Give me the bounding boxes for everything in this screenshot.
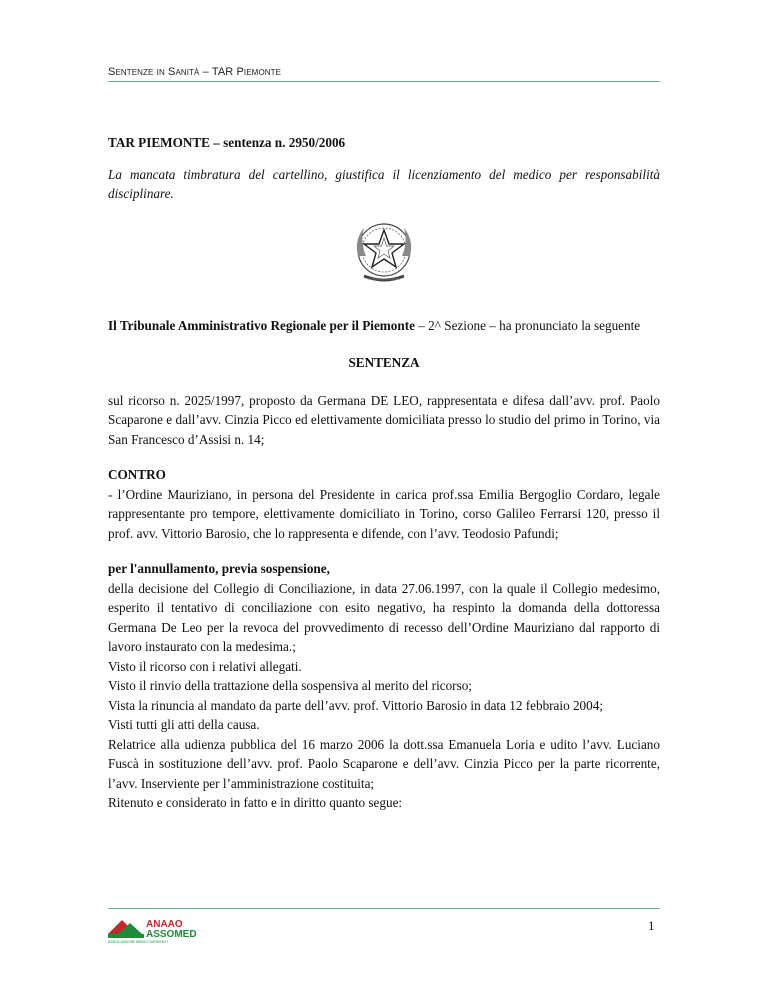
- document-body: [108, 133, 660, 813]
- contro-heading: CONTRO: [108, 467, 166, 482]
- annullamento-line: Visti tutti gli atti della causa.: [108, 717, 260, 732]
- annullamento-section: [108, 559, 660, 813]
- sentenza-heading: SENTENZA: [348, 355, 420, 370]
- annullamento-heading: per l'annullamento, previa sospensione,: [108, 561, 330, 576]
- annullamento-line: Ritenuto e considerato in fatto e in diritto quanto segue:: [108, 795, 403, 810]
- svg-text:ANAAO: ANAAO: [146, 919, 183, 930]
- svg-text:ASSOCIAZIONE MEDICI DIRIGENTI: ASSOCIAZIONE MEDICI DIRIGENTI: [108, 940, 168, 944]
- annullamento-line: Visto il rinvio della trattazione della sospensiva al merito del ricorso;: [108, 678, 472, 693]
- annullamento-line: Relatrice alla udienza pubblica del 16 marzo 2006 la dott.ssa Emanuela Loria e udito l’avv. Luciano Fuscà in sostituzione dell’avv. prof. Paolo Scaparone e dell’avv. Cinzia Picco per la parte ricorrente, l’avv. Inserviente per l’amministrazione costituita;: [108, 736, 660, 791]
- annullamento-line: della decisione del Collegio di Conciliazione, in data 27.06.1997, con la quale il Collegio medesimo, esperito il tentativo di conciliazione con esito negativo, ha respinto la domanda della dottoressa Germana De Leo per la revoca del provvedimento di recesso dell’Ordine Mauriziano dal rapporto di lavoro instaurato con la medesima.;: [108, 580, 660, 654]
- court-statement: Il Tribunale Amministrativo Regionale per il Piemonte – 2^ Sezione – ha pronunciato la seguente: [108, 317, 641, 333]
- document-title: TAR PIEMONTE – sentenza n. 2950/2006: [108, 135, 346, 150]
- header-rule: [108, 81, 660, 82]
- annullamento-line: Vista la rinuncia al mandato da parte dell’avv. prof. Vittorio Barosio in data 12 febbraio 2004;: [108, 697, 603, 713]
- italian-republic-emblem-icon: [108, 216, 660, 288]
- running-header: Sentenze in Sanità – TAR Piemonte: [108, 66, 282, 78]
- ricorso-paragraph: sul ricorso n. 2025/1997, proposto da Germana DE LEO, rappresentata e difesa dall’avv. prof. Paolo Scaparone e dall’avv. Cinzia Picco ed elettivamente domiciliata presso lo studio del primo in Torino, via San Francesco d’Assisi n. 14;: [108, 392, 660, 447]
- anaao-assomed-logo: [108, 914, 218, 944]
- svg-text:ASSOMED: ASSOMED: [146, 929, 197, 940]
- contro-section: [108, 465, 660, 543]
- contro-paragraph: - l’Ordine Mauriziano, in persona del Presidente in carica prof.ssa Emilia Bergoglio Cordaro, legale rappresentante pro tempore, elettivamente domiciliato in Torino, corso Galileo Ferrarsi 120, presso il prof. avv. Vittorio Barosio, che lo rappresenta e difende, con l’avv. Teodosio Pafundi;: [108, 486, 660, 541]
- page-number: 1: [648, 918, 655, 933]
- document-subtitle: La mancata timbratura del cartellino, giustifica il licenziamento del medico per responsabilità disciplinare.: [108, 166, 660, 201]
- footer-rule: [108, 908, 660, 909]
- annullamento-line: Visto il ricorso con i relativi allegati.: [108, 658, 302, 674]
